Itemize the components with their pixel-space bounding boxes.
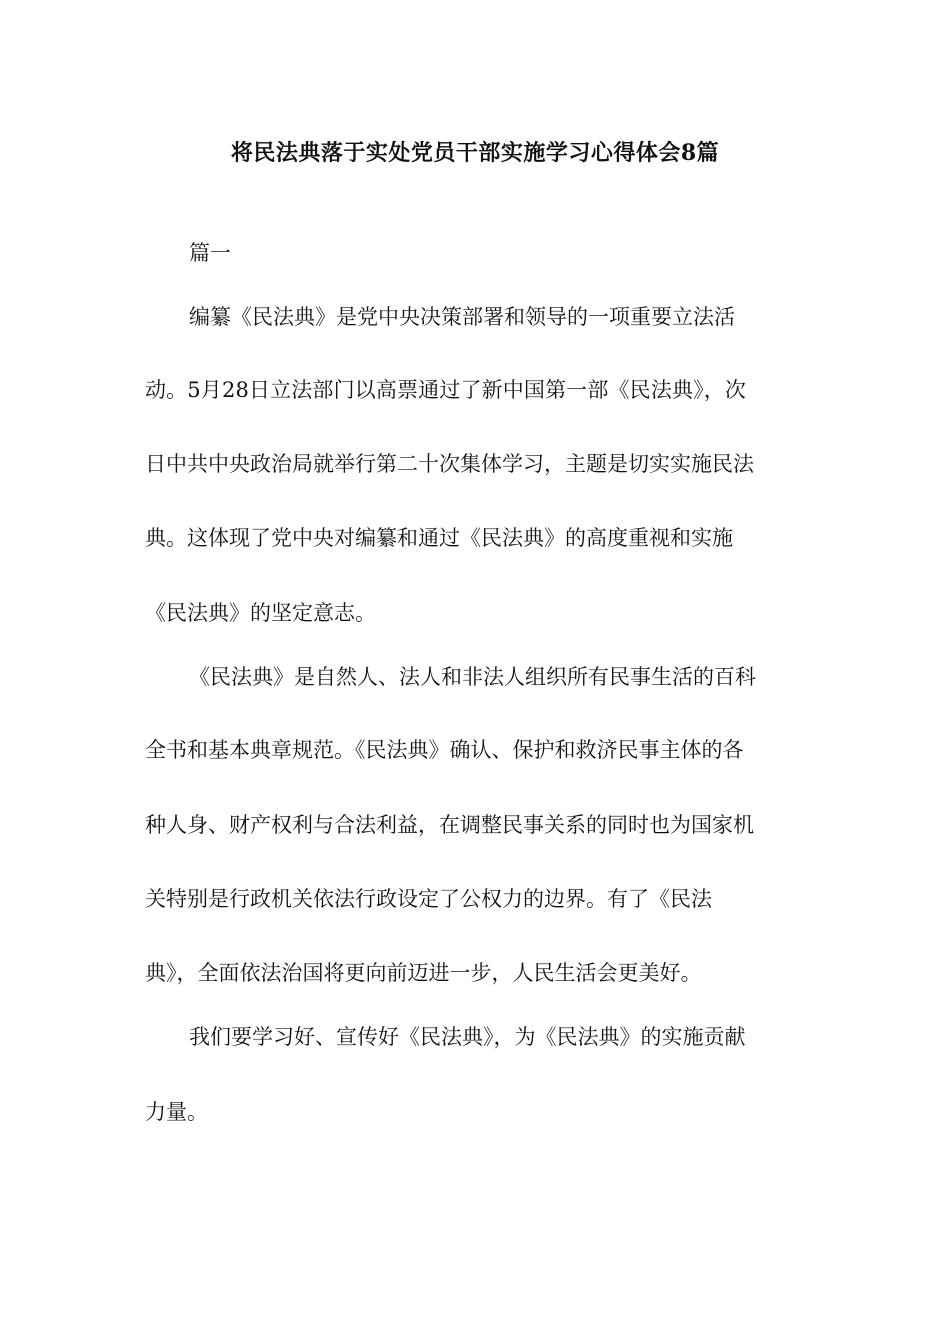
paragraph-line: 日中共中央政治局就举行第二十次集体学习，主题是切实实施民法 [145,452,754,476]
document-title: 将民法典落于实处党员干部实施学习心得体会8篇 [230,140,720,166]
section-heading: 篇一 [189,241,231,265]
paragraph-line: 《民法典》是自然人、法人和非法人组织所有民事生活的百科 [189,665,756,689]
paragraph-line: 《民法典》的坚定意志。 [145,601,376,625]
paragraph-line: 动。5月28日立法部门以高票通过了新中国第一部《民法典》，次 [145,378,747,402]
paragraph-line: 全书和基本典章规范。《民法典》确认、保护和救济民事主体的各 [145,738,744,762]
paragraph-line: 力量。 [145,1100,208,1124]
paragraph-line: 典》，全面依法治国将更向前迈进一步，人民生活会更美好。 [145,961,702,985]
paragraph-line: 编纂《民法典》是党中央决策部署和领导的一项重要立法活 [189,305,735,329]
paragraph-line: 关特别是行政机关依法行政设定了公权力的边界。有了《民法 [145,887,712,911]
paragraph-line: 种人身、财产权利与合法利益，在调整民事关系的同时也为国家机 [145,813,754,837]
paragraph-line: 典。这体现了党中央对编纂和通过《民法典》的高度重视和实施 [145,526,733,550]
paragraph-line: 我们要学习好、宣传好《民法典》，为《民法典》的实施贡献 [189,1025,746,1049]
